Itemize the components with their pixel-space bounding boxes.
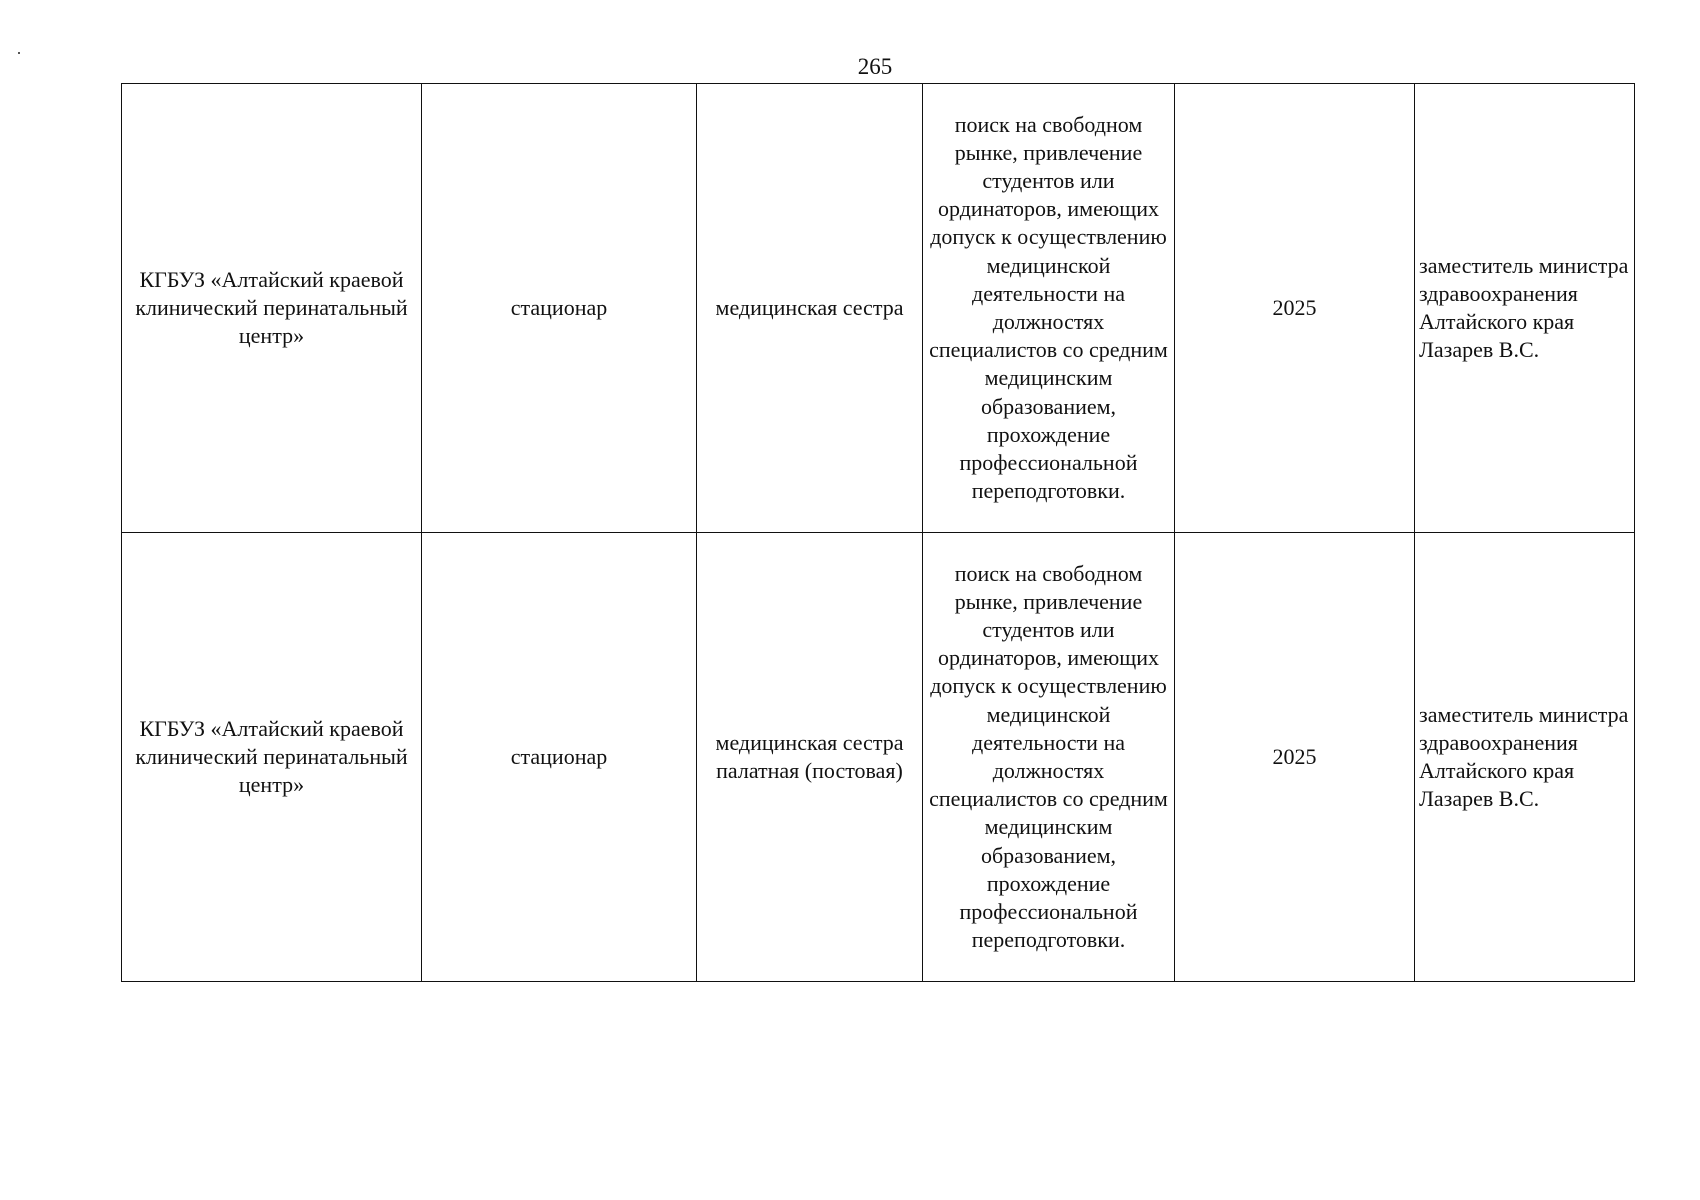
unit-cell: стационар <box>422 84 697 533</box>
staffing-measures-table <box>121 83 1635 982</box>
table-row <box>122 533 1635 982</box>
year-cell: 2025 <box>1175 533 1415 982</box>
responsible-cell: заместитель министра здравоохранения Алтайского края Лазарев В.С. <box>1415 84 1635 533</box>
organization-cell: КГБУЗ «Алтайский краевой клинический перинатальный центр» <box>122 533 422 982</box>
position-cell: медицинская сестра <box>697 84 923 533</box>
responsible-cell: заместитель министра здравоохранения Алтайского края Лазарев В.С. <box>1415 533 1635 982</box>
organization-cell: КГБУЗ «Алтайский краевой клинический перинатальный центр» <box>122 84 422 533</box>
table-row <box>122 84 1635 533</box>
page-number: 265 <box>857 54 893 79</box>
year-cell: 2025 <box>1175 84 1415 533</box>
measures-cell: поиск на свободном рынке, привлечение студентов или ординаторов, имеющих допуск к осуществлению медицинской деятельности на должностях специалистов со средним медицинским образованием, прохождение профессиональной переподготовки. <box>923 84 1175 533</box>
position-cell: медицинская сестра палатная (постовая) <box>697 533 923 982</box>
unit-cell: стационар <box>422 533 697 982</box>
measures-cell: поиск на свободном рынке, привлечение студентов или ординаторов, имеющих допуск к осуществлению медицинской деятельности на должностях специалистов со средним медицинским образованием, прохождение профессиональной переподготовки. <box>923 533 1175 982</box>
